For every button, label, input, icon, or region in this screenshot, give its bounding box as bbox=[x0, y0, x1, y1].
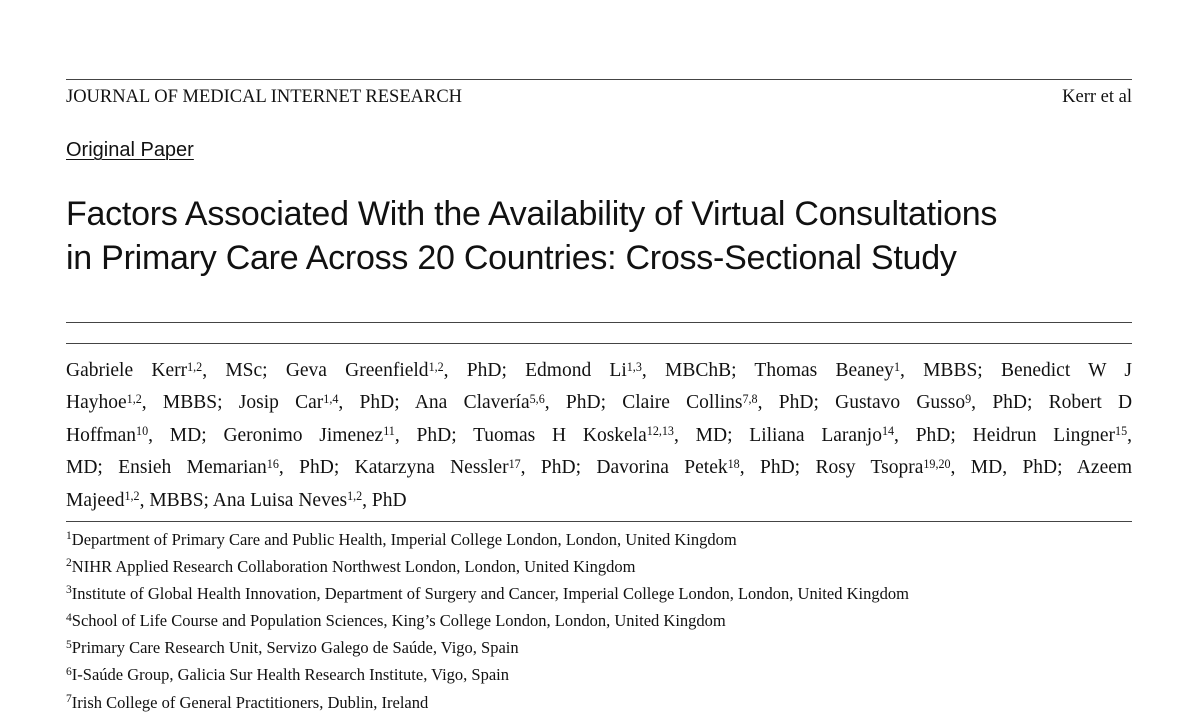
author-name: Geva Greenfield bbox=[285, 360, 429, 381]
author-name: Davorina Petek bbox=[596, 457, 728, 479]
author-name: Gabriele Kerr bbox=[66, 360, 188, 381]
affiliation-text: Irish College of General Practitioners, Dublin, Ireland bbox=[71, 692, 429, 712]
author-name: Edmond Li bbox=[525, 360, 627, 381]
affiliation-text: NIHR Applied Research Collaboration Northwest London, London, United Kingdom bbox=[71, 557, 636, 577]
affiliation-text: I-Saúde Group, Galicia Sur Health Research Institute, Vigo, Spain bbox=[71, 665, 510, 685]
affiliation-text: Department of Primary Care and Public Health, Imperial College London, London, United Kingdom bbox=[71, 530, 737, 549]
affiliation-number: 7 bbox=[66, 692, 72, 705]
title-rule-top bbox=[66, 322, 1132, 323]
author-line: MD; Ensieh Memarian$^{16}$, PhD; Katarzyna Nessler$^{17}$, PhD; Davorina Petek$^{18}$, PhD; Rosy Tsopra$^{19,20}$, MD, PhD; Azeem bbox=[66, 456, 1133, 479]
affiliation-number: 5 bbox=[66, 638, 72, 651]
author-name: Katarzyna Nessler bbox=[354, 457, 509, 479]
affiliation-item bbox=[66, 634, 1132, 661]
author-name: Liliana Laranjo bbox=[749, 424, 882, 446]
affiliation-number: 2 bbox=[66, 557, 72, 570]
affiliation-text: Primary Care Research Unit, Servizo Galego de Saúde, Vigo, Spain bbox=[71, 638, 519, 658]
affiliation-number: 1 bbox=[66, 530, 72, 543]
short-author-list: Kerr et al bbox=[1062, 87, 1132, 107]
author-name: Thomas Beaney bbox=[754, 360, 894, 381]
affiliation-list bbox=[66, 526, 1132, 716]
title-rule-bottom bbox=[66, 343, 1132, 344]
author-name: Josip Car bbox=[238, 392, 324, 414]
affiliation-item bbox=[66, 607, 1132, 634]
journal-name: JOURNAL OF MEDICAL INTERNET RESEARCH bbox=[66, 87, 463, 107]
author-name: Heidrun Lingner bbox=[972, 424, 1116, 446]
author-name: Geronimo Jimenez bbox=[223, 424, 384, 446]
author-name: Claire Collins bbox=[622, 392, 743, 414]
header-rule bbox=[66, 79, 1132, 80]
author-name: Gustavo Gusso bbox=[835, 392, 966, 414]
title-line-2: in Primary Care Across 20 Countries: Cross-Sectional Study bbox=[66, 239, 957, 277]
paper-title bbox=[66, 192, 1132, 280]
affiliation-item bbox=[66, 526, 1132, 553]
author-name: Ensieh Memarian bbox=[118, 457, 267, 479]
title-line-1: Factors Associated With the Availability of Virtual Consultations bbox=[66, 195, 998, 233]
author-name: Ana Luisa Neves bbox=[212, 489, 348, 511]
author-line: Majeed$^{1,2}$, MBBS; Ana Luisa Neves$^{1,2}$, PhD bbox=[66, 489, 407, 511]
affiliation-item bbox=[66, 661, 1132, 688]
affiliation-item bbox=[66, 580, 1132, 607]
affiliation-number: 3 bbox=[66, 584, 72, 597]
affiliation-number: 4 bbox=[66, 611, 72, 624]
author-name: Tuomas H Koskela bbox=[473, 424, 647, 446]
author-line: Gabriele Kerr$^{1,2}$, MSc; Geva Greenfield$^{1,2}$, PhD; Edmond Li$^{1,3}$, MBChB; Thomas Beaney$^1$, MBBS; Benedict W J bbox=[66, 359, 1133, 381]
affiliation-item bbox=[66, 689, 1132, 716]
authors-rule bbox=[66, 521, 1132, 522]
affiliation-item bbox=[66, 553, 1132, 580]
paper-page bbox=[66, 0, 1133, 712]
affiliation-text: School of Life Course and Population Sciences, King’s College London, London, United Kingdom bbox=[71, 611, 726, 631]
affiliation-number: 6 bbox=[66, 665, 72, 678]
author-line: Hayhoe$^{1,2}$, MBBS; Josip Car$^{1,4}$, PhD; Ana Clavería$^{5,6}$, PhD; Claire Collins$^{7,8}$, PhD; Gustavo Gusso$^9$, PhD; Robert D bbox=[66, 391, 1133, 414]
author-list bbox=[66, 355, 1132, 517]
article-type-label: Original Paper bbox=[66, 139, 194, 161]
author-name: Ana Clavería bbox=[414, 392, 530, 414]
author-line: Hoffman$^{10}$, MD; Geronimo Jimenez$^{11}$, PhD; Tuomas H Koskela$^{12,13}$, MD; Liliana Laranjo$^{14}$, PhD; Heidrun Lingner$^{15}$, bbox=[66, 424, 1132, 446]
author-name: Rosy Tsopra bbox=[815, 457, 924, 479]
affiliation-text: Institute of Global Health Innovation, Department of Surgery and Cancer, Imperial College London, London, United Kingdom bbox=[71, 584, 909, 604]
